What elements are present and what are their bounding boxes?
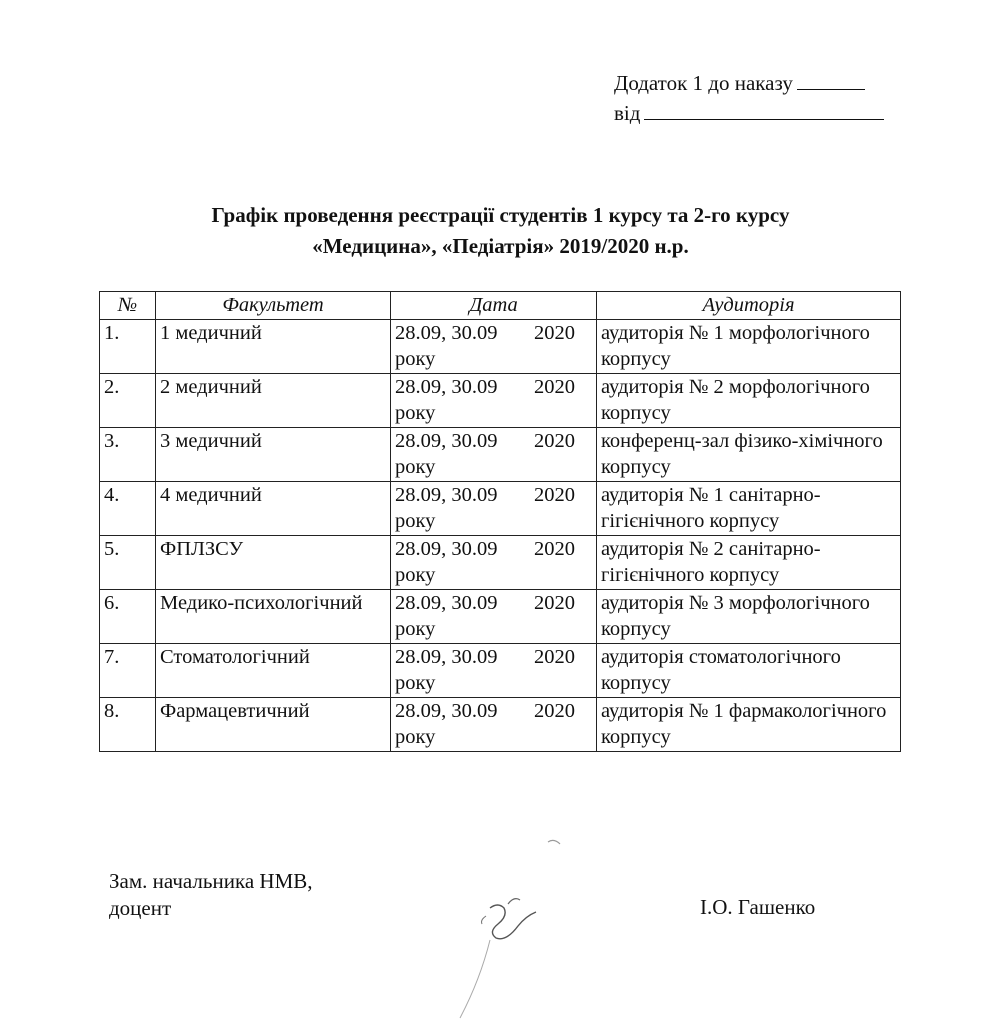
order-date-blank [644,98,884,120]
row-number: 7. [100,644,156,698]
registration-schedule-table [99,291,901,752]
table-row [100,590,901,644]
addendum-line-2: від [614,98,884,128]
addendum-note [614,68,884,128]
handwritten-signature [430,830,590,1020]
title-line-1: Графік проведення реєстрації студентів 1 курсу та 2-го курсу [211,203,790,227]
row-date: 28.09, 30.09 2020 року [391,374,597,428]
document-title [0,200,993,262]
row-faculty: ФПЛЗСУ [156,536,391,590]
row-faculty: 1 медичний [156,320,391,374]
row-number: 3. [100,428,156,482]
row-faculty: Медико-психологічний [156,590,391,644]
row-number: 4. [100,482,156,536]
row-faculty: Фармацевтичний [156,698,391,752]
row-faculty: Стоматологічний [156,644,391,698]
row-room: аудиторія № 2 морфологічного корпусу [597,374,901,428]
signatory-position [109,868,313,922]
table-row [100,536,901,590]
header-date: Дата [391,292,597,320]
row-date: 28.09, 30.09 2020 року [391,482,597,536]
row-room: аудиторія № 1 фармакологічного корпусу [597,698,901,752]
header-number: № [100,292,156,320]
row-room: аудиторія № 2 санітарно-гігієнічного корпусу [597,536,901,590]
title-line-2: «Медицина», «Педіатрія» 2019/2020 н.р. [312,234,689,258]
row-date: 28.09, 30.09 2020 року [391,428,597,482]
position-line-2: доцент [109,896,172,920]
header-room: Аудиторія [597,292,901,320]
table-row [100,482,901,536]
table-row [100,374,901,428]
addendum-line-1: Додаток 1 до наказу [614,68,884,98]
signer-name: І.О. Гашенко [700,895,816,919]
row-date: 28.09, 30.09 2020 року [391,536,597,590]
row-faculty: 4 медичний [156,482,391,536]
row-number: 6. [100,590,156,644]
row-room: аудиторія № 1 морфологічного корпусу [597,320,901,374]
row-date: 28.09, 30.09 2020 року [391,590,597,644]
row-number: 2. [100,374,156,428]
table-row [100,320,901,374]
table-row [100,698,901,752]
row-room: аудиторія № 1 санітарно-гігієнічного корпусу [597,482,901,536]
header-faculty: Факультет [156,292,391,320]
row-date: 28.09, 30.09 2020 року [391,320,597,374]
row-number: 5. [100,536,156,590]
table-header-row [100,292,901,320]
order-number-blank [797,68,865,90]
row-date: 28.09, 30.09 2020 року [391,644,597,698]
row-number: 1. [100,320,156,374]
row-date: 28.09, 30.09 2020 року [391,698,597,752]
row-faculty: 3 медичний [156,428,391,482]
position-line-1: Зам. начальника НМВ, [109,869,313,893]
table-row [100,428,901,482]
row-room: аудиторія № 3 морфологічного корпусу [597,590,901,644]
row-faculty: 2 медичний [156,374,391,428]
row-room: аудиторія стоматологічного корпусу [597,644,901,698]
table-row [100,644,901,698]
row-number: 8. [100,698,156,752]
row-room: конференц-зал фізико-хімічного корпусу [597,428,901,482]
